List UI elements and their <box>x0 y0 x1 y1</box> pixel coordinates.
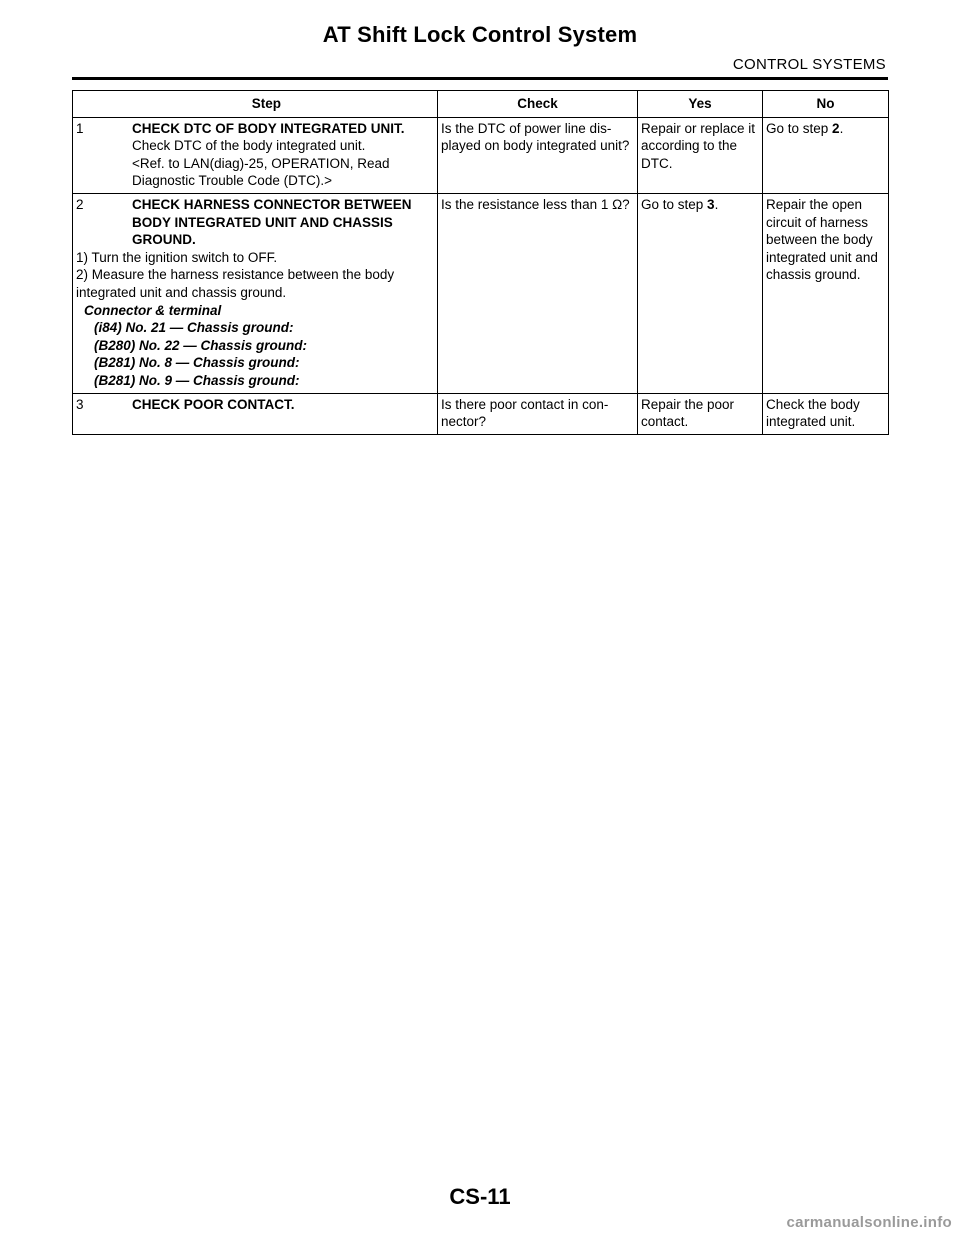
step-instruction: 1) Turn the ignition switch to OFF. <box>76 249 278 265</box>
no-cell <box>763 117 889 193</box>
page-title: AT Shift Lock Control System <box>322 22 638 47</box>
page-number: CS-11 <box>449 1184 511 1209</box>
header-divider <box>72 77 888 80</box>
step-number: 1 <box>76 120 84 136</box>
table-row <box>73 193 889 393</box>
yes-cell: Repair the poor contact. <box>638 393 763 434</box>
connector-heading: Connector & terminal <box>84 302 222 318</box>
step-link: 2 <box>832 120 840 136</box>
diagnostic-table <box>72 90 889 435</box>
connector-terminal: (B280) No. 22 — Chassis ground: <box>94 337 308 353</box>
step-cell <box>73 193 438 393</box>
section-label: CONTROL SYSTEMS <box>732 56 886 73</box>
yes-cell: Repair or replace it according to the DTC. <box>638 117 763 193</box>
watermark: carmanualsonline.info <box>786 1214 952 1231</box>
check-cell: Is the DTC of power line dis-played on body integrated unit? <box>438 117 638 193</box>
yes-cell-text: Go to step <box>641 196 708 212</box>
column-header-yes: Yes <box>638 91 763 118</box>
step-number: 2 <box>76 196 84 212</box>
step-reference: <Ref. to LAN(diag)-25, OPERATION, Read <box>132 155 390 171</box>
check-cell: Is there poor contact in con-nector? <box>438 393 638 434</box>
no-cell: Check the body integrated unit. <box>763 393 889 434</box>
step-instruction: Check DTC of the body integrated unit. <box>132 138 366 154</box>
table-row <box>73 117 889 193</box>
connector-terminal: (B281) No. 8 — Chassis ground: <box>94 355 300 371</box>
column-header-step: Step <box>73 91 438 118</box>
no-cell-text: . <box>839 120 844 136</box>
yes-cell-text: . <box>714 196 719 212</box>
no-cell: Repair the open circuit of harness between the body integrated unit and chassis ground. <box>763 193 889 393</box>
step-number: 3 <box>76 396 84 412</box>
connector-terminal: (i84) No. 21 — Chassis ground: <box>94 320 294 336</box>
step-title: CHECK POOR CONTACT. <box>132 396 295 412</box>
step-cell <box>73 393 438 434</box>
no-cell-text: Go to step <box>766 120 833 136</box>
check-cell: Is the resistance less than 1 Ω? <box>438 193 638 393</box>
step-instruction: 2) Measure the harness resistance between the body integrated unit and chassis ground. <box>76 267 395 300</box>
step-title: CHECK DTC OF BODY INTEGRATED UNIT. <box>132 120 405 136</box>
table-header-row <box>73 91 889 118</box>
connector-terminal: (B281) No. 9 — Chassis ground: <box>94 372 300 388</box>
column-header-no: No <box>763 91 889 118</box>
yes-cell <box>638 193 763 393</box>
step-title: CHECK HARNESS CONNECTOR BETWEEN BODY INTEGRATED UNIT AND CHASSIS GROUND. <box>132 196 412 248</box>
column-header-check: Check <box>438 91 638 118</box>
step-cell <box>73 117 438 193</box>
step-reference: Diagnostic Trouble Code (DTC).> <box>132 173 332 189</box>
step-link: 3 <box>707 196 715 212</box>
table-row <box>73 393 889 434</box>
